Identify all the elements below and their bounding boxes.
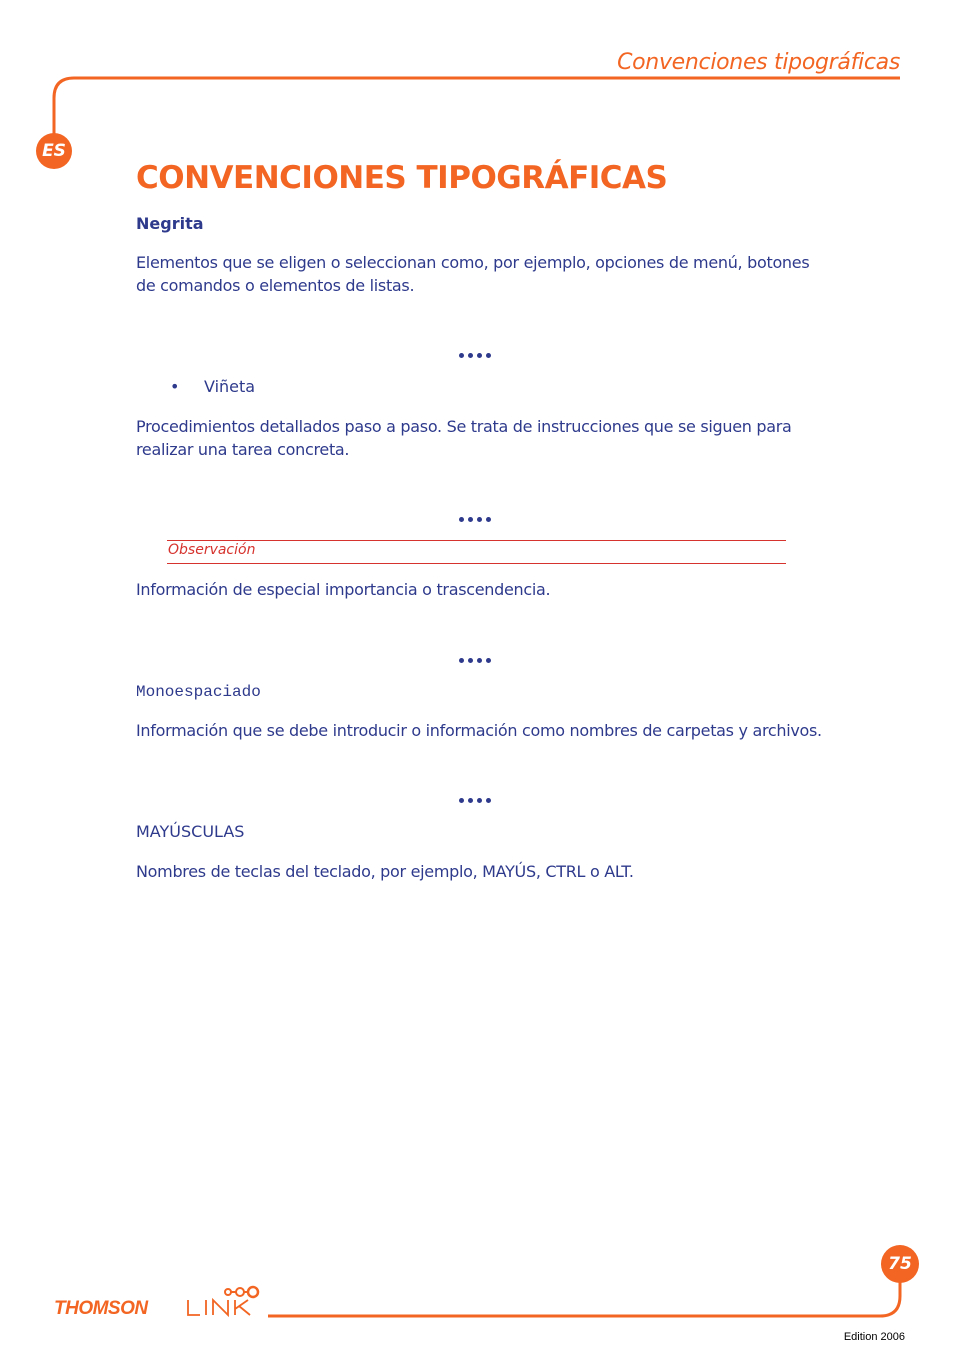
note-label: Observación	[168, 542, 256, 558]
section-separator	[459, 798, 499, 804]
note-rule-bottom	[167, 563, 786, 564]
note-description: Información de especial importancia o trascendencia.	[136, 580, 551, 599]
mono-description: Información que se debe introducir o información como nombres de carpetas y archivos.	[136, 721, 822, 740]
bullet-description: Procedimientos detallados paso a paso. Se trata de instrucciones que se siguen para realizar una tarea concreta.	[136, 417, 792, 459]
link-logo-icon	[186, 1282, 266, 1318]
mono-label: Monoespaciado	[136, 683, 261, 701]
section-separator	[459, 517, 499, 523]
section-separator	[459, 353, 499, 359]
language-badge: ES	[36, 133, 72, 169]
page-number-badge: 75	[881, 1245, 919, 1283]
edition-label: Edition 2006	[843, 1331, 905, 1343]
bold-label: Negrita	[136, 214, 204, 233]
bold-description: Elementos que se eligen o seleccionan como, por ejemplo, opciones de menú, botones de comandos o elementos de listas.	[136, 253, 810, 295]
thomson-logo: THOMSON	[54, 1298, 148, 1319]
caps-description: Nombres de teclas del teclado, por ejemplo, MAYÚS, CTRL o ALT.	[136, 862, 634, 881]
bullet-label: Viñeta	[204, 377, 256, 396]
note-rule-top	[167, 540, 786, 541]
running-header-title: Convenciones tipográficas	[617, 50, 900, 75]
bullet-example	[170, 377, 255, 396]
section-separator	[459, 658, 499, 664]
page-title: CONVENCIONES TIPOGRÁFICAS	[136, 160, 668, 196]
caps-label: MAYÚSCULAS	[136, 822, 245, 841]
bullet-icon: •	[170, 377, 180, 396]
